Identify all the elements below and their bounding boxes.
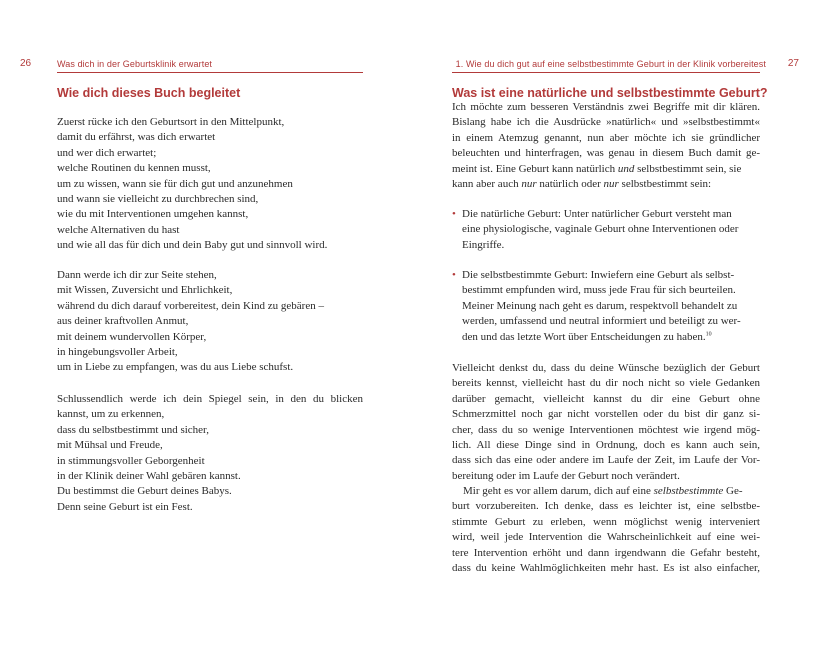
text-run: selbstbestimmt sein:	[618, 178, 712, 191]
text-line: darüber gemacht, vielleicht kannst du dir eine Geburt ohne	[452, 392, 760, 405]
text-line: bestimmt empfunden wird, muss jede Frau für sich beurteilen.	[462, 284, 736, 297]
text-line: dass sich das eine oder andere im Laufe der Zeit, im Laufe der Vor-	[452, 454, 760, 467]
poem-line: Dann werde ich dir zur Seite stehen,	[57, 269, 217, 281]
header-rule	[452, 72, 760, 73]
left-page	[0, 0, 406, 648]
text-run: den und das letzte Wort über Entscheidungen zu haben.	[462, 330, 706, 343]
text-line: Schmerzmittel noch gar nicht vorstellen oder du bist dir ganz si-	[452, 408, 760, 421]
poem-line: in stimmungsvoller Geborgenheit	[57, 454, 205, 467]
text-line: tere Intervention erhöht und dann irgendwann die Gefahr besteht,	[452, 546, 760, 559]
text-line: werden, umfassend und neutral informiert und beteiligt zu wer-	[462, 315, 741, 328]
footnote-reference[interactable]: 10	[705, 330, 712, 337]
text-line: beleuchten und hinterfragen, was genau in diesem Buch damit ge-	[452, 147, 760, 160]
text-line: lich. All diese Dinge sind in Ordnung, doch es kann auch sein,	[452, 439, 760, 452]
poem-line: um in Liebe zu empfangen, was du aus Liebe schufst.	[57, 361, 294, 374]
text-run: meint ist. Eine Geburt kann natürlich	[452, 162, 618, 175]
text-line: Ich möchte zum besseren Verständnis zwei Begriffe mit dir klären.	[452, 101, 760, 113]
text-line	[452, 484, 760, 499]
emphasis: und	[617, 162, 635, 175]
text-line: Bislang habe ich die Ausdrücke »natürlich« und »selbstbestimmt«	[452, 116, 760, 129]
section-heading: Was ist eine natürliche und selbstbestimmte Geburt?	[452, 86, 768, 100]
poem-stanza-3	[57, 392, 363, 515]
poem-line: Zuerst rücke ich den Geburtsort in den Mittelpunkt,	[57, 116, 285, 128]
poem-line: kannst, um zu erkennen,	[57, 408, 165, 421]
emphasis: nur	[521, 178, 537, 191]
bullet-icon: •	[452, 269, 456, 281]
paragraph-2	[452, 361, 760, 484]
poem-line: wie du mit Interventionen umgehen kannst,	[57, 208, 249, 221]
poem-line: damit du erfährst, was dich erwartet	[57, 131, 216, 144]
poem-line: und wie all das für dich und dein Baby gut und sinnvoll wird.	[57, 239, 328, 252]
text-line: Vielleicht denkst du, dass du deine Wünsche bezüglich der Geburt	[452, 362, 760, 374]
running-head: 1. Wie du dich gut auf eine selbstbestimmte Geburt in der Klinik vorbereitest	[455, 59, 766, 69]
poem-line: und wer dich erwartet;	[57, 146, 157, 159]
text-line: Eingriffe.	[462, 238, 505, 251]
poem-line: während du dich darauf vorbereitest, dein Kind zu gebären –	[57, 299, 324, 312]
poem-stanza-1	[57, 115, 363, 254]
text-line: eine physiologische, vaginale Geburt ohne Interventionen oder	[462, 223, 739, 236]
poem-line: welche Alternativen du hast	[57, 223, 180, 236]
poem-line: Schlussendlich werde ich dein Spiegel sein, in den du blicken	[57, 393, 363, 405]
poem-line: Du bestimmst die Geburt deines Babys.	[57, 485, 232, 498]
page-number: 27	[787, 58, 799, 69]
paragraph-3	[452, 484, 760, 576]
text-run: kann aber auch	[452, 178, 522, 191]
text-line: stimmte Geburt zu erleben, wenn möglichst wenig interveniert	[452, 515, 760, 528]
text-line: Meiner Meinung nach geht es darum, respektvoll behandelt zu	[462, 299, 738, 312]
text-line: bereitung oder im Laufe der Geburt noch verändert.	[452, 469, 680, 482]
emphasis: selbstbestimmte	[653, 485, 724, 497]
text-line: wird, weil jede Intervention die Wahrscheinlichkeit auf eine wei-	[452, 531, 760, 544]
header-rule	[57, 72, 363, 73]
text-run: Ge-	[723, 485, 743, 497]
text-run: natürlich oder	[536, 178, 604, 191]
text-line: in einem Atemzug genannt, nun aber möchte ich sie gründlicher	[452, 131, 760, 144]
text-line: burt vorzubereiten. Ich denke, dass es leichter ist, eine selbstbe-	[452, 500, 760, 513]
bullet-icon: •	[452, 208, 456, 220]
text-line: bereits kennst, vielleicht hast du dir noch nicht so viele Gedanken	[452, 377, 760, 390]
poem-line: mit Wissen, Zuversicht und Ehrlichkeit,	[57, 284, 233, 297]
running-head: Was dich in der Geburtsklinik erwartet	[57, 59, 213, 69]
poem-line: welche Routinen du kennen musst,	[57, 162, 211, 175]
poem-line: mit deinem wundervollen Körper,	[57, 330, 207, 343]
text-line: Die selbstbestimmte Geburt: Inwiefern eine Geburt als selbst-	[462, 269, 735, 281]
poem-line: um zu wissen, wann sie für dich gut und anzunehmen	[57, 177, 293, 190]
bullet-item-self-determined-birth	[452, 268, 760, 345]
poem-line: Denn seine Geburt ist ein Fest.	[57, 500, 193, 513]
poem-line: mit Mühsal und Freude,	[57, 439, 163, 452]
text-run: Mir geht es vor allem darum, dich auf eine	[463, 485, 654, 497]
poem-line: aus deiner kraftvollen Anmut,	[57, 315, 189, 328]
text-line	[452, 162, 760, 177]
bullet-item-natural-birth	[452, 207, 760, 253]
poem-stanza-2	[57, 268, 363, 376]
poem-line: in hingebungsvoller Arbeit,	[57, 346, 178, 359]
page-number: 26	[20, 58, 32, 69]
emphasis: nur	[603, 178, 619, 191]
poem-line: und wann sie vielleicht zu durchbrechen sind,	[57, 193, 259, 206]
poem-line: in der Klinik deiner Wahl gebären kannst.	[57, 470, 241, 483]
right-page	[407, 0, 813, 648]
text-line: cher, dass du so wenige Interventionen möchtest wie irgend mög-	[452, 423, 760, 436]
section-heading: Wie dich dieses Buch begleitet	[57, 86, 241, 100]
text-line	[452, 330, 760, 345]
text-line	[452, 177, 760, 192]
poem-line: dass du selbstbestimmt und sicher,	[57, 423, 210, 436]
text-line: dass du keine Wahlmöglichkeiten mehr hast. Es ist also einfacher,	[452, 562, 760, 575]
text-line: Die natürliche Geburt: Unter natürlicher Geburt versteht man	[462, 208, 732, 220]
text-run: selbstbestimmt sein, sie	[634, 162, 742, 175]
intro-paragraph	[452, 100, 760, 192]
